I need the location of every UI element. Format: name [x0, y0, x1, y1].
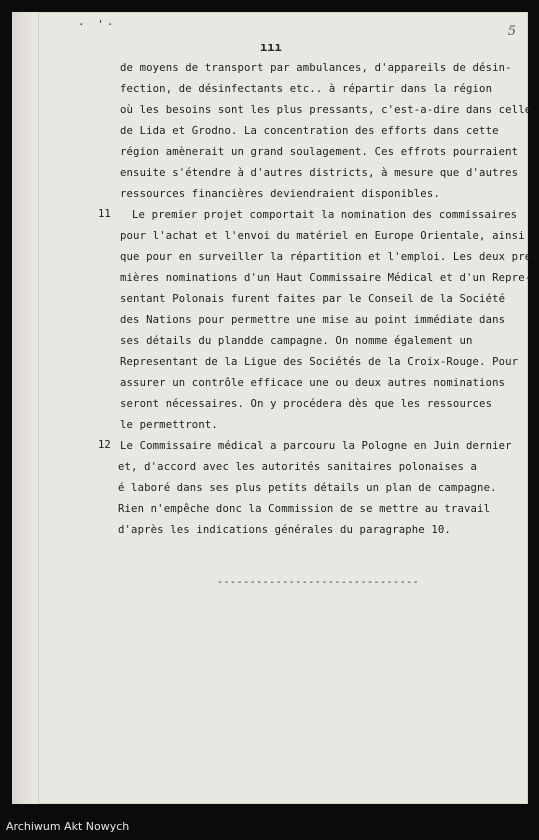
page-number: 5 [507, 24, 516, 39]
text-line: de Lida et Grodno. La concentration des efforts dans cette [120, 125, 499, 137]
text-line: et, d'accord avec les autorités sanitaires polonaises a [118, 461, 478, 473]
text-line: que pour en surveiller la répartition et l'emploi. Les deux pre- [120, 251, 538, 263]
text-line: d'après les indications générales du paragraphe 10. [118, 524, 451, 536]
text-line: ses détails du plandde campagne. On nomme également un [120, 335, 473, 347]
text-line: région amènerait un grand soulagement. Ces effrots pourraient [120, 146, 519, 158]
archive-name: Archiwum Akt Nowych [6, 820, 130, 833]
text-line: é laboré dans ses plus petits détails un plan de campagne. [118, 482, 497, 494]
paragraph-number: 12 [98, 439, 111, 451]
text-line: assurer un contrôle efficace une ou deux autres nominations [120, 377, 506, 389]
text-line: Representant de la Ligue des Sociétés de la Croix-Rouge. Pour [120, 356, 519, 368]
text-line: Le premier projet comportait la nomination des commissaires [132, 209, 518, 221]
text-line: le permettront. [120, 419, 218, 431]
text-line: fection, de désinfectants etc.. à répartir dans la région [120, 83, 493, 95]
text-line: Le Commissaire médical a parcouru la Pologne en Juin dernier [120, 440, 512, 452]
text-line: de moyens de transport par ambulances, d'appareils de désin- [120, 62, 512, 74]
top-stamp-mark: ııı [260, 40, 282, 54]
scanned-page [12, 12, 538, 804]
text-line: des Nations pour permettre une mise au point immédiate dans [120, 314, 506, 326]
text-line: ressources financières deviendraient disponibles. [120, 188, 440, 200]
text-line: sentant Polonais furent faites par le Conseil de la Société [120, 293, 506, 305]
text-line: mières nominations d'un Haut Commissaire Médical et d'un Repre- [120, 272, 532, 284]
text-line: ensuite s'étendre à d'autres districts, à mesure que d'autres [120, 167, 519, 179]
corner-marks: · '· [78, 18, 117, 31]
page-binding-edge [12, 12, 39, 804]
text-line: Rien n'empêche donc la Commission de se mettre au travail [118, 503, 491, 515]
text-line: où les besoins sont les plus pressants, c'est-a-dire dans celle [120, 104, 532, 116]
archive-footer [0, 808, 539, 840]
closing-dashed-rule: ------------------------------- [217, 577, 420, 588]
text-line: pour l'achat et l'envoi du matériel en Europe Orientale, ainsi [120, 230, 525, 242]
text-line: seront nécessaires. On y procédera dès que les ressources [120, 398, 493, 410]
paragraph-number: 11 [98, 208, 111, 220]
